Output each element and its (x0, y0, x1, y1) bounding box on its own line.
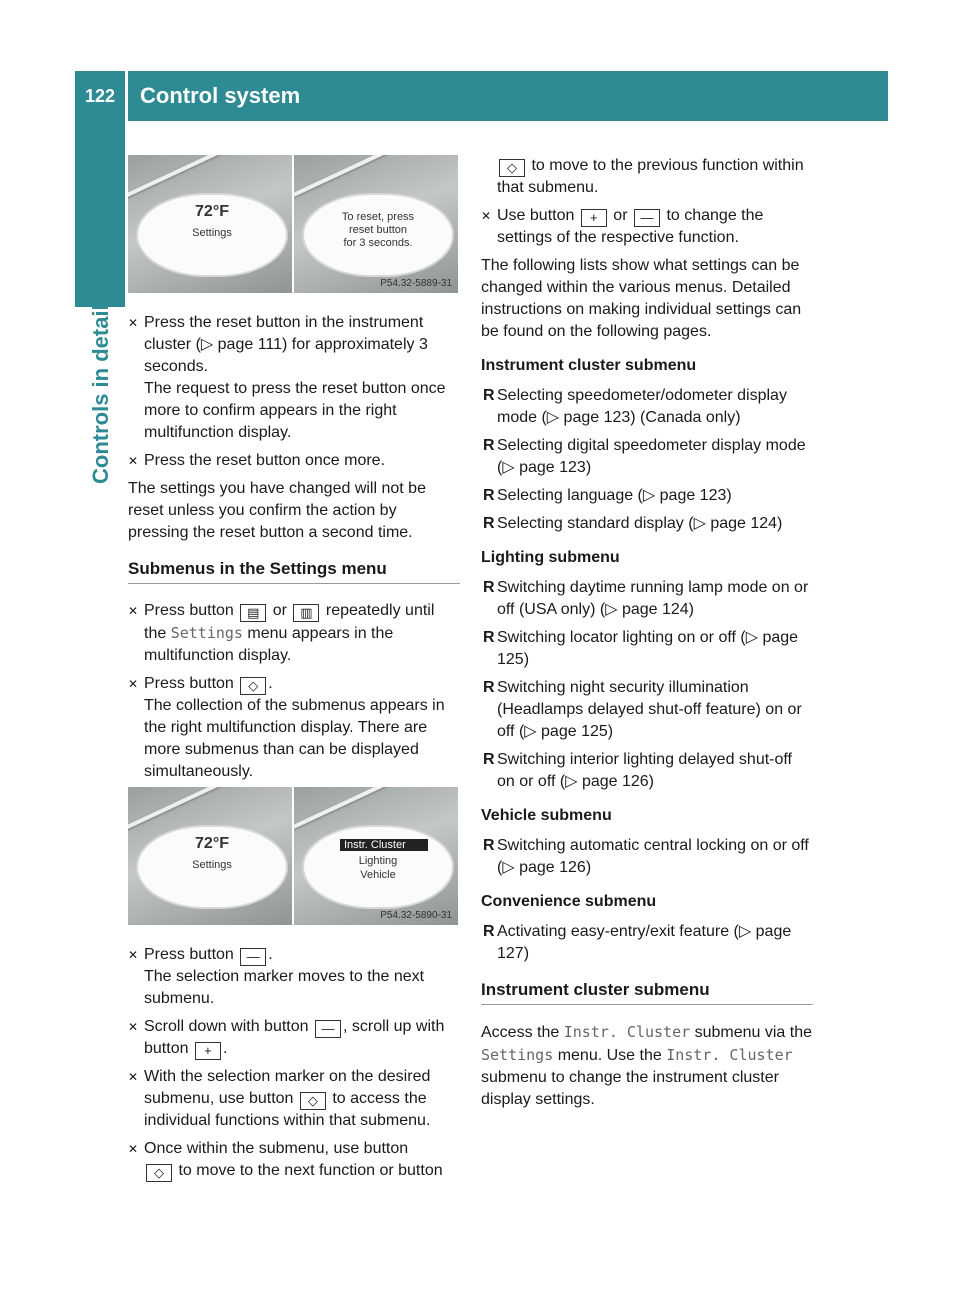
step-marker-icon: ✕ (128, 454, 139, 468)
list-item: R Selecting speedometer/odometer display mode (▷ page 123) (Canada only) (483, 387, 787, 426)
display-line: To reset, press (341, 211, 415, 223)
figure-ref: P54.32-5890-31 (380, 910, 452, 921)
step: ✕ Use button + or — to change the settings of the respective function. (481, 207, 764, 246)
step: ✕ Once within the submenu, use button ◇ to move to the next function or button (128, 1140, 443, 1180)
heading-vehicle: Vehicle submenu (481, 807, 612, 824)
left-column-cont (128, 944, 460, 1188)
display-dial (136, 193, 288, 277)
step-marker-icon: ✕ (128, 1020, 139, 1034)
cluster-photo-left (128, 787, 292, 925)
forward-button-icon: ◇ (240, 677, 266, 695)
step-marker-icon: ✕ (128, 948, 139, 962)
step: ✕ Press button ▤ or ▥ repeatedly until the Settings menu appears in the multifunction display. (128, 602, 435, 664)
paragraph: The following lists show what settings can be changed within the various menus. Detailed instructions on making individual settings can be found on the following pages. (481, 257, 802, 340)
section-title: Control system (140, 83, 301, 108)
step: ✕ Press the reset button in the instrument cluster (▷ page 111) for approximately 3 seconds. The request to press the reset button once more to confirm appears in the right multifunction display. (128, 314, 446, 441)
cluster-photo-right (294, 155, 458, 293)
step: ✕ With the selection marker on the desired submenu, use button ◇ to access the individual functions within that submenu. (128, 1068, 431, 1129)
step: ✕ Press button ◇ . The collection of the submenus appears in the right multifunction display. There are more submenus than can be displayed simultaneously. (128, 675, 445, 780)
figure-ref: P54.32-5889-31 (380, 278, 452, 289)
cluster-photo-left (128, 155, 292, 293)
plus-button-icon: + (195, 1042, 221, 1060)
list-item: R Switching locator lighting on or off (▷ page 125) (483, 629, 799, 668)
cluster-photo-right (294, 787, 458, 925)
figure-submenus (128, 787, 458, 925)
list-item: R Activating easy-entry/exit feature (▷ page 127) (483, 923, 792, 962)
list-item: R Switching automatic central locking on or off (▷ page 126) (483, 837, 809, 876)
page-ref-icon: ▷ (605, 601, 622, 618)
page-ref-icon: ▷ (524, 723, 542, 740)
page-ref-icon: ▷ (565, 773, 582, 790)
heading-convenience: Convenience submenu (481, 893, 657, 910)
menu-right-button-icon: ▥ (293, 604, 319, 622)
page-ref-icon: ▷ (502, 459, 520, 476)
minus-button-icon: — (240, 948, 266, 966)
list-item: R Switching night security illumination (Headlamps delayed shut-off feature) on or off (▷ page 125) (483, 679, 802, 740)
minus-button-icon: — (634, 209, 660, 227)
side-label-text: Controls in detail (88, 304, 113, 484)
step: ✕ Scroll down with button — , scroll up with button + . (128, 1018, 445, 1058)
page-ref-icon: ▷ (693, 515, 711, 532)
page-ref-icon: ▷ (642, 487, 660, 504)
display-line: reset button (348, 224, 408, 236)
heading-instrument-cluster: Instrument cluster submenu (481, 357, 697, 374)
display-dial (302, 825, 454, 909)
menu-left-button-icon: ▤ (240, 604, 266, 622)
list-item: R Selecting standard display (▷ page 124) (483, 515, 783, 532)
page-ref-icon: ▷ (502, 859, 520, 876)
step-marker-icon: ✕ (128, 1142, 139, 1156)
paragraph: The settings you have changed will not be reset unless you confirm the action by pressing the reset button a second time. (128, 480, 426, 541)
page-number: 122 (84, 86, 116, 106)
display-label: Settings (192, 859, 232, 871)
left-column (128, 312, 460, 789)
forward-button-icon: ◇ (300, 1092, 326, 1110)
side-label (88, 200, 112, 510)
page-ref-icon: ▷ (745, 629, 763, 646)
step: ✕ Press button — . The selection marker moves to the next submenu. (128, 946, 425, 1007)
step-marker-icon: ✕ (128, 316, 139, 330)
forward-button-icon: ◇ (146, 1164, 172, 1182)
step-continued: ◇ to move to the previous function within that submenu. (497, 157, 804, 196)
step-marker-icon: ✕ (128, 1070, 139, 1084)
step-marker-icon: ✕ (128, 604, 139, 618)
page-ref-icon: ▷ (200, 336, 218, 353)
menu-item: Lighting (358, 855, 398, 867)
page-ref-icon: ▷ (546, 409, 564, 426)
display-dial (302, 193, 454, 277)
heading-submenus: Submenus in the Settings menu (128, 558, 460, 584)
page-ref-icon: ▷ (738, 923, 756, 940)
step: ✕ Press the reset button once more. (128, 450, 460, 472)
heading-instrument-cluster-section: Instrument cluster submenu (481, 979, 813, 1005)
display-label: Settings (192, 227, 232, 239)
back-button-icon: ◇ (499, 159, 525, 177)
minus-button-icon: — (315, 1020, 341, 1038)
display-line: for 3 seconds. (343, 237, 413, 249)
temperature: 72°F (195, 203, 229, 220)
right-column (481, 155, 813, 1117)
list-item: R Switching daytime running lamp mode on or off (USA only) (▷ page 124) (483, 579, 809, 618)
list-item: R Selecting language (▷ page 123) (483, 487, 732, 504)
paragraph: Access the Instr. Cluster submenu via the Settings menu. Use the Instr. Cluster submenu to change the instrument cluster display settings. (481, 1023, 813, 1108)
figure-reset-settings (128, 155, 458, 293)
display-dial (136, 825, 288, 909)
header-divider (125, 71, 128, 121)
list-item: R Switching interior lighting delayed shut-off on or off (▷ page 126) (483, 751, 792, 790)
step-marker-icon: ✕ (128, 677, 139, 691)
temperature: 72°F (195, 835, 229, 852)
plus-button-icon: + (581, 209, 607, 227)
list-item: R Selecting digital speedometer display mode (▷ page 123) (483, 437, 806, 476)
menu-item: Vehicle (360, 869, 396, 881)
heading-lighting: Lighting submenu (481, 549, 620, 566)
step-marker-icon: ✕ (481, 209, 492, 223)
menu-item-selected: Instr. Cluster (340, 839, 428, 851)
